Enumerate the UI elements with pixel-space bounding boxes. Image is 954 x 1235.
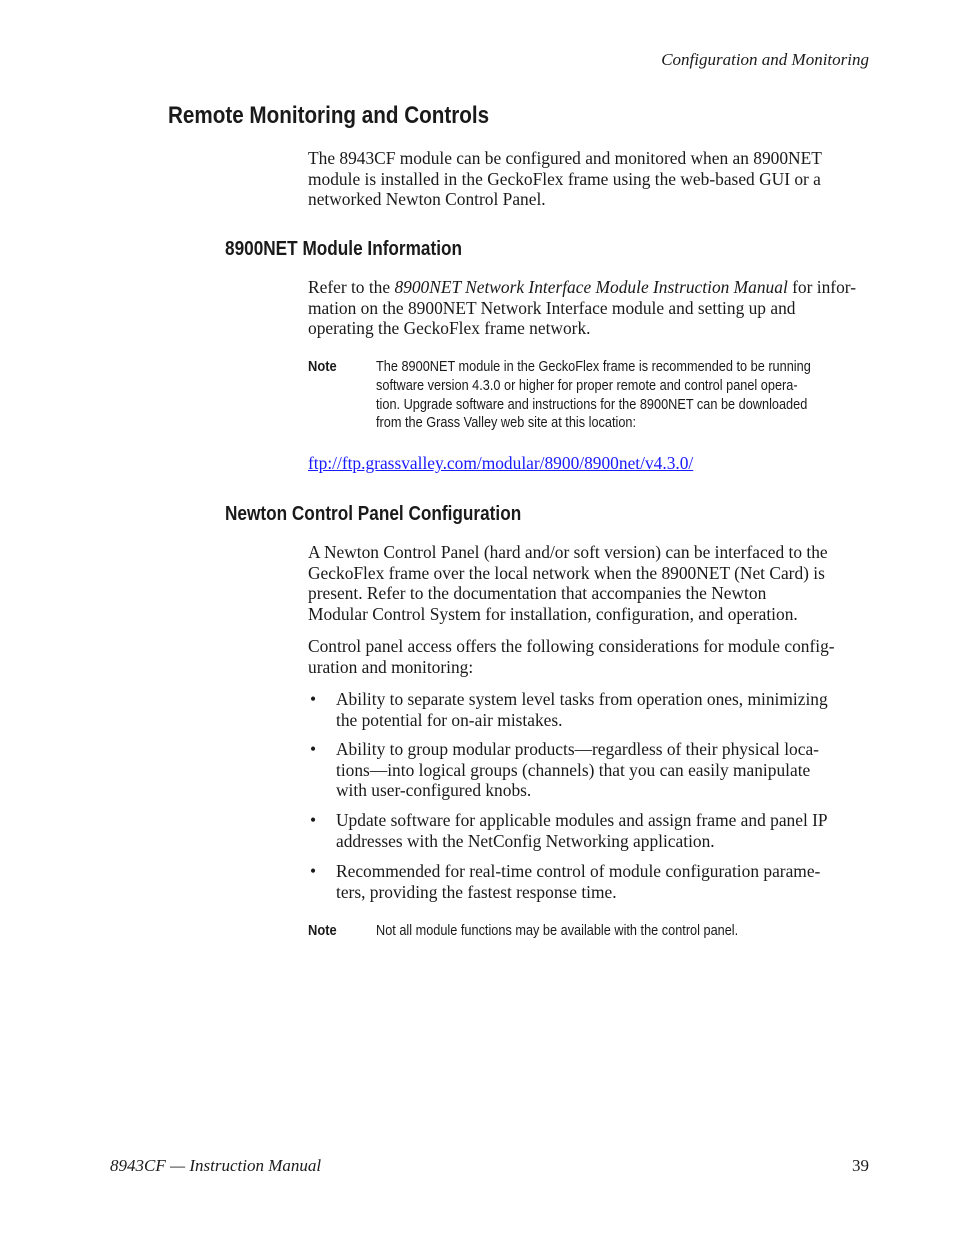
subsection-title-8900net: 8900NET Module Information — [225, 238, 463, 260]
bullet-icon: • — [310, 810, 317, 830]
text-line: Modular Control System for installation, configuration, and operation. — [308, 603, 798, 624]
subsection1-paragraph — [308, 277, 878, 339]
list-item-text — [336, 739, 819, 801]
note-label: Note — [308, 922, 337, 939]
manual-reference: 8900NET Network Interface Module Instruction Manual — [394, 277, 788, 297]
text-line: The 8943CF module can be configured and monitored when an 8900NET — [308, 148, 822, 168]
list-item-text — [336, 810, 828, 851]
text-line: tions—into logical groups (channels) that you can easily manipulate — [336, 759, 811, 780]
text-line: uration and monitoring: — [308, 656, 474, 677]
text-run: Refer to the — [308, 277, 395, 297]
bullet-icon: • — [310, 689, 317, 709]
list-item-text — [336, 689, 828, 730]
download-link[interactable]: ftp://ftp.grassvalley.com/modular/8900/8900net/v4.3.0/ — [308, 453, 694, 473]
text-line: A Newton Control Panel (hard and/or soft version) can be interfaced to the — [308, 542, 828, 562]
note-label: Note — [308, 358, 337, 375]
text-line: The 8900NET module in the GeckoFlex frame is recommended to be running — [376, 359, 811, 375]
bullet-icon: • — [310, 739, 317, 759]
note-text — [376, 358, 811, 433]
text-line: GeckoFlex frame over the local network when the 8900NET (Net Card) is — [308, 562, 825, 583]
subsection2-paragraph-2 — [308, 636, 878, 677]
bullet-icon: • — [310, 861, 317, 881]
text-line: networked Newton Control Panel. — [308, 189, 546, 210]
text-line: Ability to group modular products—regardless of their physical loca- — [336, 739, 819, 759]
text-line: Control panel access offers the following considerations for module config- — [308, 636, 835, 656]
text-line: Ability to separate system level tasks from operation ones, minimizing — [336, 689, 828, 709]
text-line: Update software for applicable modules and assign frame and panel IP — [336, 810, 828, 830]
page-number: 39 — [852, 1156, 869, 1175]
text-line — [308, 277, 878, 298]
running-header: Configuration and Monitoring — [661, 50, 869, 69]
text-line: module is installed in the GeckoFlex frame using the web-based GUI or a — [308, 168, 821, 189]
text-line: software version 4.3.0 or higher for proper remote and control panel opera- — [376, 377, 798, 394]
text-line: from the Grass Valley web site at this location: — [376, 415, 637, 432]
note-text: Not all module functions may be available with the control panel. — [376, 923, 739, 939]
subsection-title-newton: Newton Control Panel Configuration — [225, 503, 522, 525]
list-item-text — [336, 861, 820, 902]
text-line: addresses with the NetConfig Networking application. — [336, 830, 715, 851]
text-line: Recommended for real-time control of module configuration parame- — [336, 861, 821, 881]
text-line: the potential for on-air mistakes. — [336, 709, 563, 730]
footer-manual-title: 8943CF — Instruction Manual — [110, 1156, 322, 1175]
text-run: for infor- — [787, 277, 857, 297]
text-line: with user-configured knobs. — [336, 780, 532, 801]
text-line: ters, providing the fastest response time. — [336, 881, 617, 902]
subsection2-paragraph-1 — [308, 542, 878, 624]
text-line: mation on the 8900NET Network Interface module and setting up and — [308, 297, 796, 318]
text-line: operating the GeckoFlex frame network. — [308, 318, 591, 339]
section-intro — [308, 148, 878, 210]
section-title: Remote Monitoring and Controls — [168, 102, 490, 129]
text-line: tion. Upgrade software and instructions for the 8900NET can be downloaded — [376, 396, 808, 413]
text-line: present. Refer to the documentation that accompanies the Newton — [308, 583, 767, 604]
